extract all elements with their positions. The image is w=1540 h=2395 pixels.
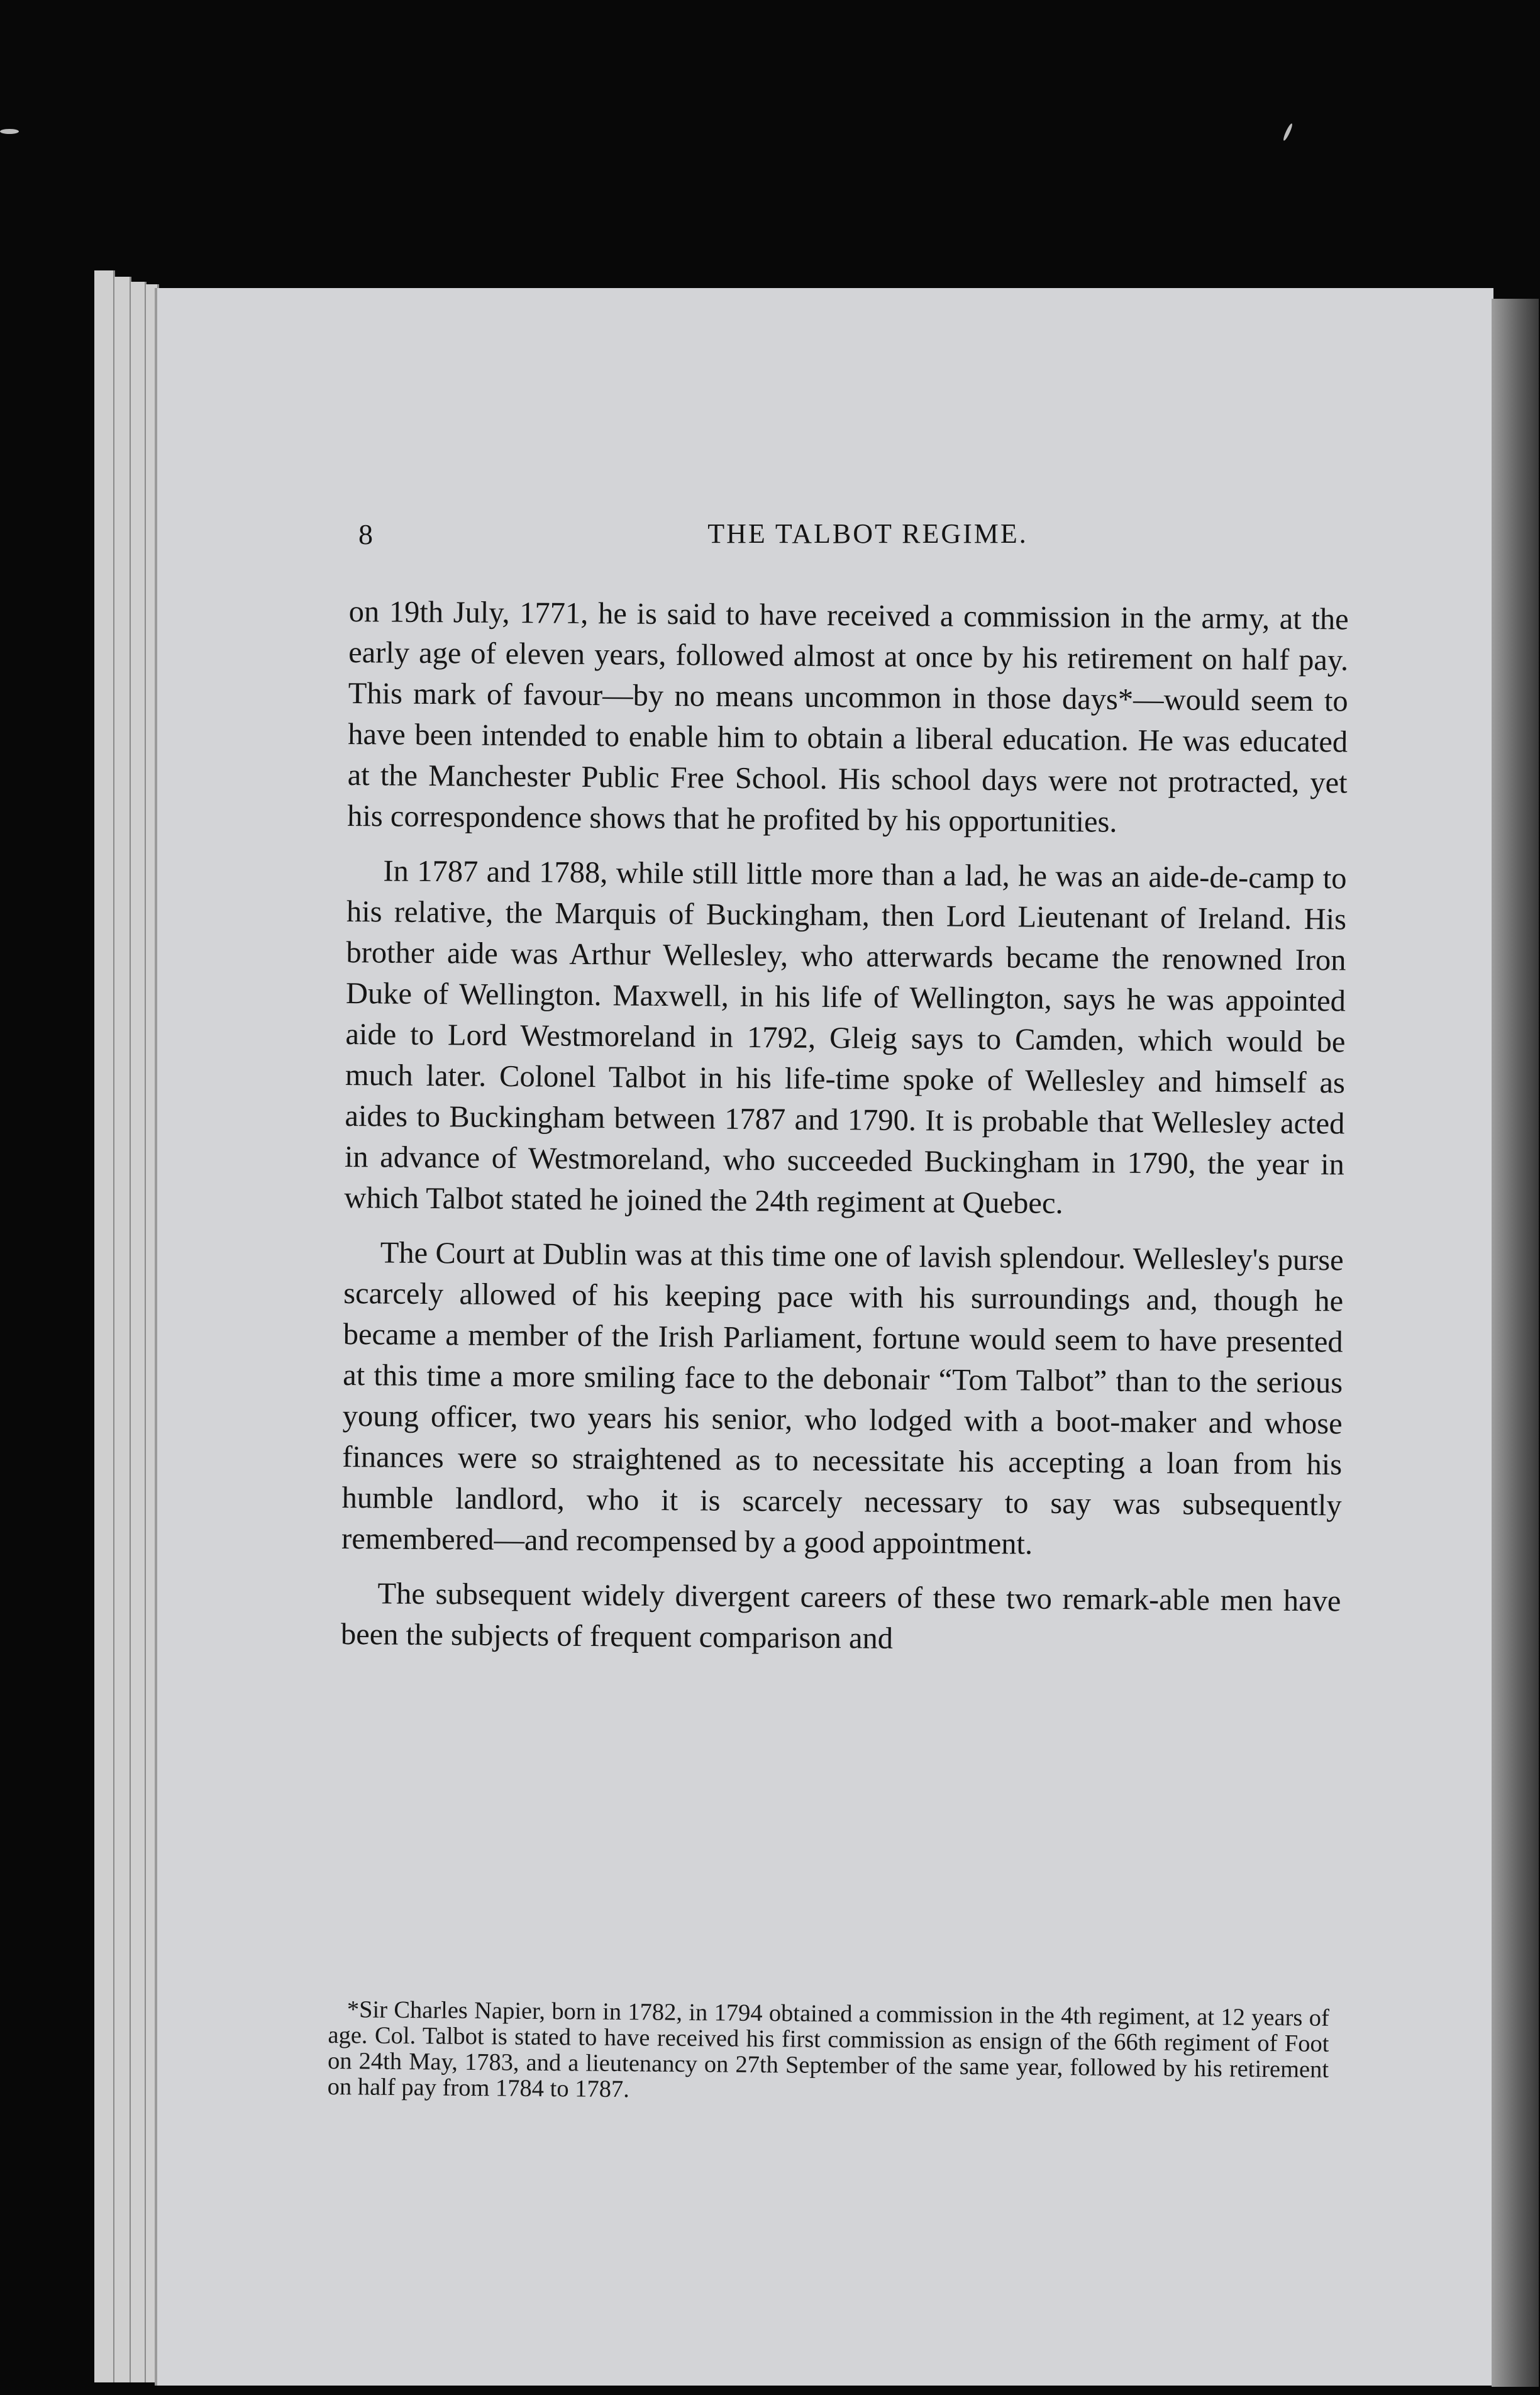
paragraph: on 19th July, 1771, he is said to have received a commission in the army, at the early age of eleven years, followed almost at once by his retirement on half pay. This mark of favour—by no means uncommon in those days*—would seem to have been intended to enable him to obtain a liberal education. He was educated at the Manchester Public Free School. His school days were not protracted, yet his correspondence shows that he profited by his opportunities. xyxy=(346,594,1349,839)
dust-speck xyxy=(1282,123,1293,142)
page-edge xyxy=(131,282,147,2382)
page-edge xyxy=(94,270,115,2382)
footnote: *Sir Charles Napier, born in 1782, in 1794 obtained a commission in the 4th regiment, at 12 years of age. Col. Talbot is stated to have received his first commission as ensign of the 66th regiment of Foot on 24th May, 1783, and a lieutenancy on 27th September of the same year, followed by his retirement on half pay from 1784 to 1787. xyxy=(327,1996,1329,2103)
body-text xyxy=(341,591,1349,1676)
page-edge xyxy=(114,277,131,2382)
running-header xyxy=(358,513,1339,563)
page-number: 8 xyxy=(358,518,373,550)
page-gutter-shadow xyxy=(1492,299,1539,2387)
paragraph: The Court at Dublin was at this time one of lavish splendour. Wellesley's purse scarcely allowed of his keeping pace with his surroundings and, though he became a member of the Irish Parliament, fortune would seem to have presented at this time a more smiling face to the debonair “Tom Talbot” than to the serious young officer, two years his senior, who lodged with a boot-maker and whose finances were so straightened as to necessitate his accepting a loan from his humble landlord, who it is scarcely necessary to say was subsequently remembered—and recompensed by a good appointment. xyxy=(341,1236,1344,1561)
paragraph: In 1787 and 1788, while still little more than a lad, he was an aide-de-camp to his relative, the Marquis of Buckingham, then Lord Lieutenant of Ireland. His brother aide was Arthur Wellesley, who atterwards became the renowned Iron Duke of Wellington. Maxwell, in his life of Wellington, says he was appointed aide to Lord Westmoreland in 1792, Gleig says to Camden, which would be much later. Colonel Talbot in his life-time spoke of Wellesley and himself as aides to Buckingham between 1787 and 1790. It is probable that Wellesley acted in advance of Westmoreland, who succeeded Buckingham in 1790, the year in which Talbot stated he joined the 24th regiment at Quebec. xyxy=(344,854,1347,1220)
dust-speck xyxy=(0,129,19,134)
running-title: THE TALBOT REGIME. xyxy=(707,518,1028,549)
paragraph: The subsequent widely divergent careers of these two remark-able men have been the subjects of frequent comparison and xyxy=(340,1577,1341,1655)
